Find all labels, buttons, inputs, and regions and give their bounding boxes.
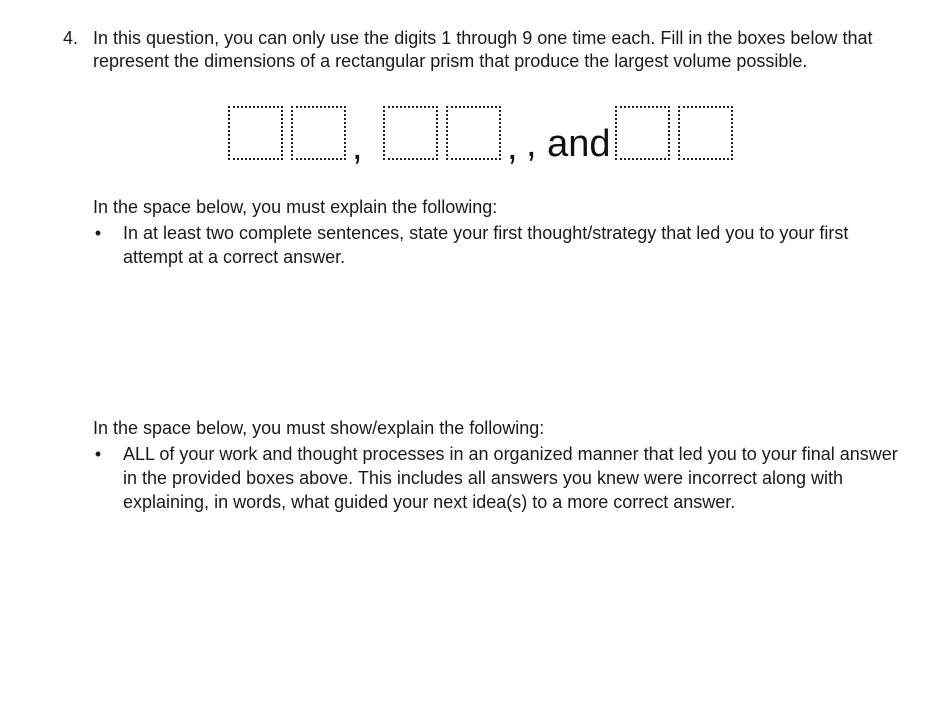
answer-box-3b[interactable]: [678, 106, 733, 160]
work-answer-space[interactable]: [93, 525, 913, 695]
answer-box-2b[interactable]: [446, 106, 501, 160]
comma-separator-2: ,: [507, 126, 518, 168]
comma-separator-1: ,: [352, 126, 363, 168]
work-bullet-item: [93, 442, 913, 514]
strategy-heading: In the space below, you must explain the following:: [93, 197, 498, 217]
strategy-bullet-item: [93, 221, 913, 269]
strategy-section: [93, 195, 913, 269]
question-prompt: In this question, you can only use the digits 1 through 9 one time each. Fill in the boxes below that represent the dimensions of a rectangular prism that produce the largest volume possible.: [93, 28, 873, 71]
and-separator: , and: [526, 123, 611, 165]
question-number: 4.: [63, 28, 79, 48]
work-heading: In the space below, you must show/explain the following:: [93, 418, 545, 438]
bullet-icon: •: [94, 444, 102, 464]
work-bullet-text: ALL of your work and thought processes in an organized manner that led you to your final answer in the provided boxes above. This includes all answers you knew were incorrect along with explaining, in words, what guided your next idea(s) to a more correct answer.: [123, 444, 898, 512]
answer-box-1a[interactable]: [228, 106, 283, 160]
answer-box-3a[interactable]: [615, 106, 670, 160]
answer-box-row: [228, 106, 748, 168]
answer-box-1b[interactable]: [291, 106, 346, 160]
answer-box-2a[interactable]: [383, 106, 438, 160]
strategy-bullet-text: In at least two complete sentences, state your first thought/strategy that led you to your first attempt at a correct answer.: [123, 223, 849, 267]
work-section: [93, 416, 913, 514]
strategy-answer-space[interactable]: [93, 275, 913, 405]
bullet-icon: •: [94, 223, 102, 243]
